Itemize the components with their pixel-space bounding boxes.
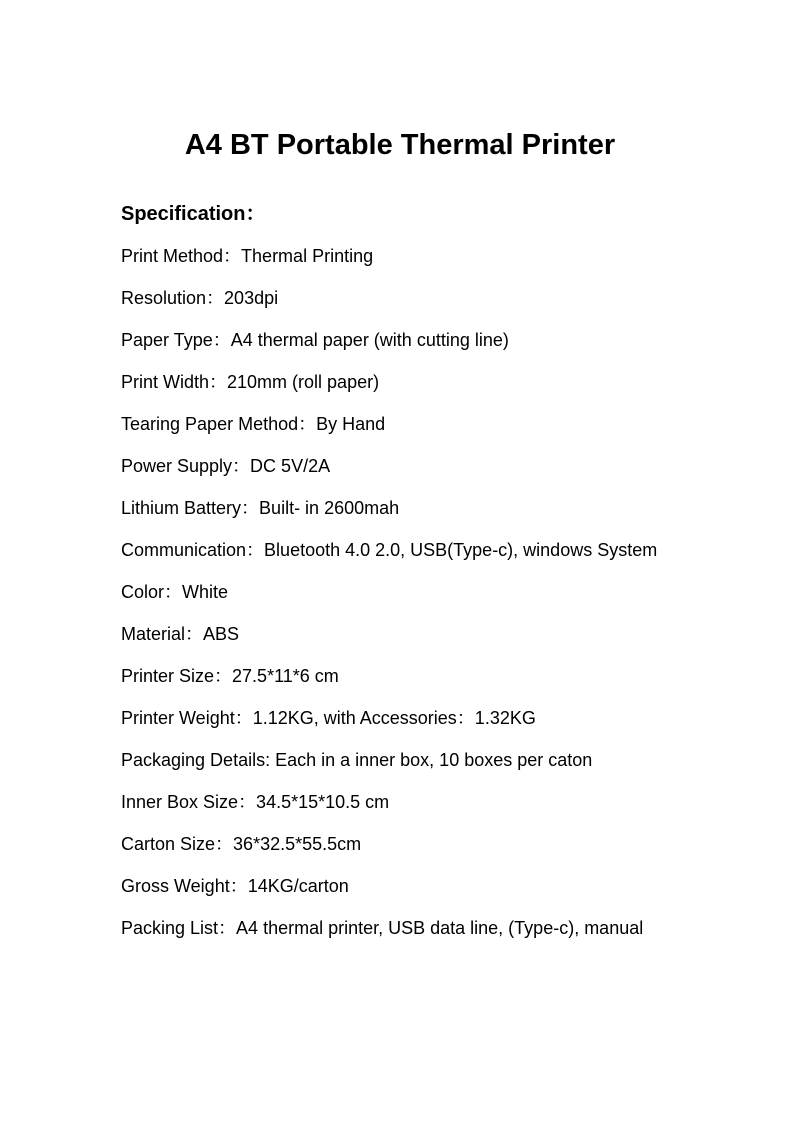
spec-tearing-method: Tearing Paper Method：By Hand [121,414,386,434]
spec-packing-list: Packing List：A4 thermal printer, USB data line, (Type-c), manual [121,918,644,938]
spec-resolution: Resolution：203dpi [121,288,279,308]
spec-lithium-battery: Lithium Battery：Built- in 2600mah [121,498,400,518]
document-title: A4 BT Portable Thermal Printer [184,129,616,161]
spec-print-method: Print Method：Thermal Printing [121,246,374,266]
spec-communication: Communication：Bluetooth 4.0 2.0, USB(Type-c), windows System [121,540,658,560]
specification-heading: Specification： [121,203,266,225]
spec-printer-weight: Printer Weight：1.12KG, with Accessories：1.32KG [121,708,536,728]
spec-inner-box-size: Inner Box Size：34.5*15*10.5 cm [121,792,390,812]
spec-printer-size: Printer Size：27.5*11*6 cm [121,666,339,686]
spec-power-supply: Power Supply：DC 5V/2A [121,456,331,476]
spec-carton-size: Carton Size：36*32.5*55.5cm [121,834,362,854]
spec-color: Color：White [121,582,229,602]
spec-packaging-details: Packaging Details: Each in a inner box, 10 boxes per caton [121,750,593,770]
spec-paper-type: Paper Type：A4 thermal paper (with cutting line) [121,330,509,350]
spec-gross-weight: Gross Weight：14KG/carton [121,876,349,896]
spec-print-width: Print Width：210mm (roll paper) [121,372,380,392]
specification-list [121,243,761,957]
spec-material: Material：ABS [121,624,240,644]
